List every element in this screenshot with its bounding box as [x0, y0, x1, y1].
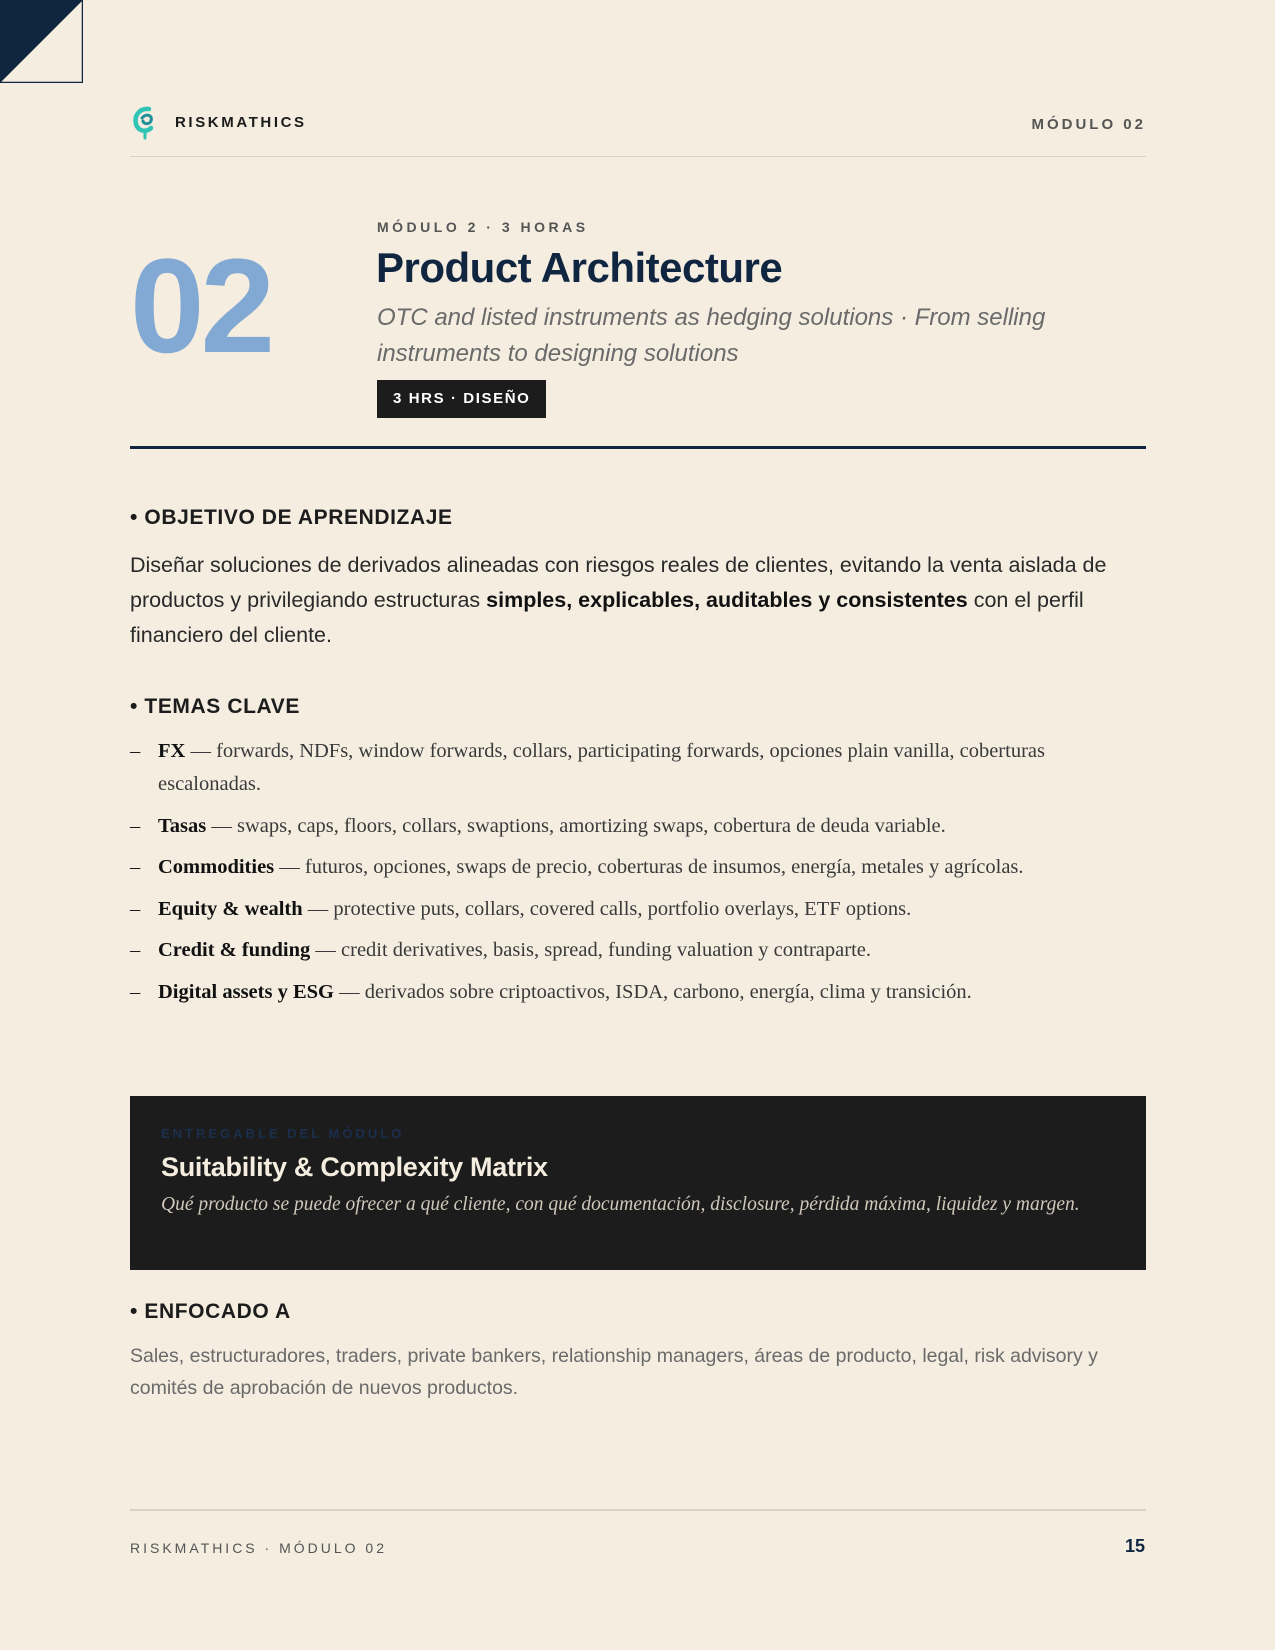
duration-badge: 3 HRS · DISEÑO: [377, 380, 546, 418]
page-header: [130, 100, 1146, 157]
brand-name: RISKMATHICS: [175, 113, 307, 131]
module-eyebrow: MÓDULO 2 · 3 HORAS: [377, 219, 589, 235]
objective-heading: • OBJETIVO DE APRENDIZAJE: [130, 506, 453, 529]
topic-term: Equity & wealth: [158, 897, 303, 920]
list-item: [130, 735, 1146, 801]
topic-term: FX: [158, 740, 186, 762]
topic-desc: — derivados sobre criptoactivos, ISDA, carbono, energía, clima y transición.: [333, 980, 972, 1003]
page-title: Product Architecture: [376, 244, 783, 291]
topic-term: Tasas: [158, 814, 207, 837]
brand: [130, 104, 307, 140]
topic-term: Credit & funding: [158, 939, 311, 961]
topic-term: Commodities: [158, 856, 275, 878]
module-number: 02: [130, 232, 272, 381]
focus-heading: • ENFOCADO A: [130, 1300, 291, 1323]
corner-triangle-icon: [0, 0, 83, 83]
footer-label: RISKMATHICS · MÓDULO 02: [130, 1540, 387, 1556]
topic-desc: — forwards, NDFs, window forwards, collars, participating forwards, opciones plain vanilla, coberturas escalonadas.: [158, 740, 1045, 795]
topic-desc: — credit derivatives, basis, spread, funding valuation y contraparte.: [310, 939, 871, 961]
list-item: [130, 851, 1146, 884]
objective-text-bold: simples, explicables, auditables y consistentes: [486, 588, 968, 612]
list-item: [130, 934, 1146, 967]
dash-bullet-icon: –: [130, 740, 141, 762]
objective-text-start: Diseñar soluciones de derivados alineadas con riesgos reales de clientes, evitando la venta aislada de productos y privilegiando estructuras: [130, 553, 1107, 612]
riskmathics-logo-icon: [130, 104, 158, 140]
list-item: [130, 976, 1146, 1009]
dash-bullet-icon: –: [130, 897, 141, 920]
section-divider: [130, 446, 1146, 449]
page-subtitle: OTC and listed instruments as hedging solutions · From selling instruments to designing solutions: [377, 304, 1046, 367]
header-module-label: MÓDULO 02: [1031, 116, 1146, 133]
dash-bullet-icon: –: [130, 814, 141, 837]
page-number: 15: [1124, 1536, 1145, 1556]
focus-text: Sales, estructuradores, traders, private bankers, relationship managers, áreas de producto, legal, risk advisory y comités de aprobación de nuevos productos.: [130, 1345, 1098, 1399]
deliverable-description: Qué producto se puede ofrecer a qué cliente, con qué documentación, disclosure, pérdida máxima, liquidez y margen.: [161, 1194, 1080, 1215]
topics-list: [130, 735, 1146, 1017]
list-item: [130, 893, 1146, 926]
topic-desc: — swaps, caps, floors, collars, swaptions, amortizing swaps, cobertura de deuda variable.: [206, 814, 946, 837]
dash-bullet-icon: –: [130, 856, 141, 878]
objective-text-end: con el perfil financiero del cliente.: [130, 588, 1084, 647]
topic-desc: — futuros, opciones, swaps de precio, coberturas de insumos, energía, metales y agrícolas.: [274, 856, 1024, 878]
deliverable-eyebrow: ENTREGABLE DEL MÓDULO: [161, 1126, 405, 1141]
topics-heading: • TEMAS CLAVE: [130, 695, 300, 718]
deliverable-title: Suitability & Complexity Matrix: [161, 1152, 548, 1182]
footer-divider: [130, 1509, 1146, 1511]
deliverable-block: [130, 1096, 1146, 1270]
dash-bullet-icon: –: [130, 939, 141, 961]
dash-bullet-icon: –: [130, 980, 141, 1003]
objective-text: [130, 548, 1146, 653]
topic-term: Digital assets y ESG: [158, 980, 334, 1003]
topic-desc: — protective puts, collars, covered calls, portfolio overlays, ETF options.: [302, 897, 912, 920]
list-item: [130, 810, 1146, 843]
